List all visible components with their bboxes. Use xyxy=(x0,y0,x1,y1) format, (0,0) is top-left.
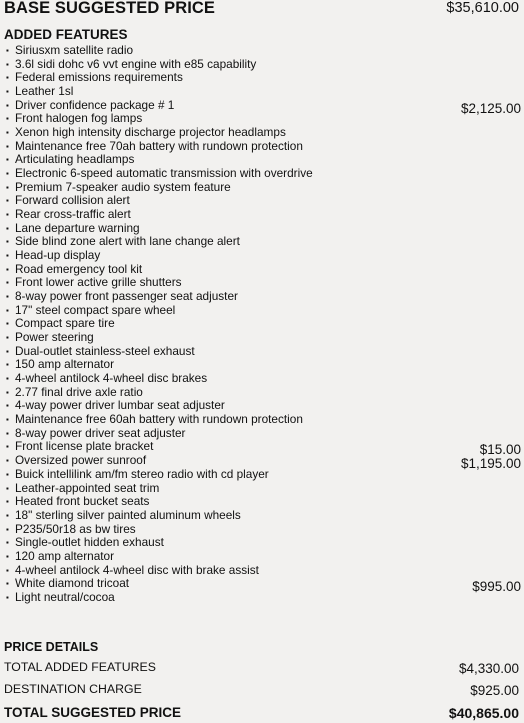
list-item xyxy=(6,453,521,472)
bullet-icon: ▪ xyxy=(6,551,9,561)
list-item xyxy=(6,331,521,345)
bullet-icon: ▪ xyxy=(6,387,9,397)
list-item xyxy=(6,468,521,482)
bullet-icon: ▪ xyxy=(6,374,9,384)
destination-charge-label: DESTINATION CHARGE xyxy=(4,682,142,696)
feature-price: $995.00 xyxy=(472,579,521,595)
feature-label: Forward collision alert xyxy=(15,193,130,208)
list-item xyxy=(6,71,521,85)
feature-label: Front lower active grille shutters xyxy=(15,275,182,290)
list-item xyxy=(6,85,521,99)
bullet-icon: ▪ xyxy=(6,87,9,97)
feature-price: $1,195.00 xyxy=(460,456,521,472)
list-item xyxy=(6,399,521,413)
bullet-icon: ▪ xyxy=(6,182,9,192)
list-item xyxy=(6,495,521,509)
feature-label: Siriusxm satellite radio xyxy=(15,43,134,57)
bullet-icon: ▪ xyxy=(6,264,9,274)
feature-label: 8-way power driver seat adjuster xyxy=(15,425,186,440)
bullet-icon: ▪ xyxy=(6,251,9,261)
base-price-title: BASE SUGGESTED PRICE xyxy=(4,0,216,17)
list-item xyxy=(6,372,521,386)
bullet-icon: ▪ xyxy=(6,456,9,466)
feature-label: Front halogen fog lamps xyxy=(15,111,143,126)
feature-label: 4-wheel antilock 4-wheel disc with brake assist xyxy=(15,562,259,577)
list-item xyxy=(6,235,521,249)
list-item xyxy=(6,181,521,195)
list-item xyxy=(6,427,521,441)
bullet-icon: ▪ xyxy=(6,497,9,507)
total-added-features-row xyxy=(4,660,519,674)
feature-label: 4-way power driver lumbar seat adjuster xyxy=(15,398,225,413)
bullet-icon: ▪ xyxy=(6,196,9,206)
list-item xyxy=(6,290,521,304)
bullet-icon: ▪ xyxy=(6,579,9,589)
price-details-title: PRICE DETAILS xyxy=(4,640,99,654)
bullet-icon: ▪ xyxy=(6,59,9,69)
bullet-icon: ▪ xyxy=(6,305,9,315)
bullet-icon: ▪ xyxy=(6,100,9,110)
feature-label: Lane departure warning xyxy=(15,220,140,235)
bullet-icon: ▪ xyxy=(6,319,9,329)
list-item xyxy=(6,97,521,116)
feature-label: Federal emissions requirements xyxy=(15,70,183,85)
feature-label: P235/50r18 as bw tires xyxy=(15,521,136,536)
bullet-icon: ▪ xyxy=(6,510,9,520)
list-item xyxy=(6,276,521,290)
feature-label: Driver confidence package # 1 xyxy=(15,97,175,112)
list-item xyxy=(6,413,521,427)
feature-price: $2,125.00 xyxy=(460,100,521,116)
list-item xyxy=(6,591,521,605)
bullet-icon: ▪ xyxy=(6,565,9,575)
feature-label: 17" steel compact spare wheel xyxy=(15,302,176,317)
feature-label: Oversized power sunroof xyxy=(15,453,147,468)
bullet-icon: ▪ xyxy=(6,333,9,343)
bullet-icon: ▪ xyxy=(6,278,9,288)
list-item xyxy=(6,44,521,58)
feature-label: Buick intellilink am/fm stereo radio with cd player xyxy=(15,466,269,481)
bullet-icon: ▪ xyxy=(6,155,9,165)
list-item xyxy=(6,263,521,277)
bullet-icon: ▪ xyxy=(6,46,9,55)
destination-charge-value: $925.00 xyxy=(470,683,519,698)
feature-label: 120 amp alternator xyxy=(15,548,115,563)
bullet-icon: ▪ xyxy=(6,128,9,138)
list-item xyxy=(6,386,521,400)
list-item xyxy=(6,564,521,578)
feature-label: Electronic 6-speed automatic transmission with overdrive xyxy=(15,166,313,181)
list-item xyxy=(6,208,521,222)
feature-label: Power steering xyxy=(15,330,94,345)
bullet-icon: ▪ xyxy=(6,524,9,534)
bullet-icon: ▪ xyxy=(6,169,9,179)
bullet-icon: ▪ xyxy=(6,141,9,151)
list-item xyxy=(6,304,521,318)
bullet-icon: ▪ xyxy=(6,223,9,233)
list-item xyxy=(6,222,521,236)
bullet-icon: ▪ xyxy=(6,592,9,602)
feature-label: Leather 1sl xyxy=(15,84,74,99)
added-features-title: ADDED FEATURES xyxy=(4,27,128,42)
feature-label: Compact spare tire xyxy=(15,316,115,331)
feature-label: 8-way power front passenger seat adjuster xyxy=(15,289,238,304)
feature-price: $15.00 xyxy=(479,442,521,458)
bullet-icon: ▪ xyxy=(6,428,9,438)
bullet-icon: ▪ xyxy=(6,483,9,493)
feature-label: Single-outlet hidden exhaust xyxy=(15,535,164,550)
total-suggested-price-value: $40,865.00 xyxy=(448,705,519,721)
list-item xyxy=(6,523,521,537)
bullet-icon: ▪ xyxy=(6,538,9,548)
list-item xyxy=(6,576,521,595)
list-item xyxy=(6,358,521,372)
base-price-value: $35,610.00 xyxy=(446,0,519,16)
feature-label: Light neutral/cocoa xyxy=(15,589,115,604)
feature-label: 18" sterling silver painted aluminum wheels xyxy=(15,507,241,522)
list-item xyxy=(6,345,521,359)
feature-label: Head-up display xyxy=(15,248,101,263)
feature-label: Side blind zone alert with lane change alert xyxy=(15,234,240,249)
feature-label: Premium 7-speaker audio system feature xyxy=(15,179,231,194)
list-item xyxy=(6,439,521,458)
list-item xyxy=(6,126,521,140)
total-suggested-price-label: TOTAL SUGGESTED PRICE xyxy=(4,705,182,720)
bullet-icon: ▪ xyxy=(6,469,9,479)
feature-label: Front license plate bracket xyxy=(15,439,154,454)
list-item xyxy=(6,153,521,167)
added-features-list xyxy=(6,44,521,605)
list-item xyxy=(6,482,521,496)
feature-label: Dual-outlet stainless-steel exhaust xyxy=(15,343,195,358)
list-item xyxy=(6,536,521,550)
feature-label: Heated front bucket seats xyxy=(15,494,150,509)
list-item xyxy=(6,167,521,181)
list-item xyxy=(6,194,521,208)
feature-label: 2.77 final drive axle ratio xyxy=(15,384,143,399)
bullet-icon: ▪ xyxy=(6,114,9,124)
bullet-icon: ▪ xyxy=(6,237,9,247)
list-item xyxy=(6,550,521,564)
feature-label: 4-wheel antilock 4-wheel disc brakes xyxy=(15,371,208,386)
list-item xyxy=(6,249,521,263)
list-item xyxy=(6,317,521,331)
feature-label: Maintenance free 60ah battery with rundown protection xyxy=(15,412,303,427)
feature-label: Leather-appointed seat trim xyxy=(15,480,160,495)
feature-label: Xenon high intensity discharge projector headlamps xyxy=(15,125,286,140)
bullet-icon: ▪ xyxy=(6,442,9,452)
bullet-icon: ▪ xyxy=(6,210,9,220)
feature-label: Articulating headlamps xyxy=(15,152,135,167)
feature-label: 3.6l sidi dohc v6 vvt engine with e85 capability xyxy=(15,56,257,71)
total-added-features-label: TOTAL ADDED FEATURES xyxy=(4,660,156,674)
list-item xyxy=(6,58,521,72)
bullet-icon: ▪ xyxy=(6,401,9,411)
bullet-icon: ▪ xyxy=(6,415,9,425)
bullet-icon: ▪ xyxy=(6,73,9,83)
bullet-icon: ▪ xyxy=(6,346,9,356)
total-suggested-price-row xyxy=(4,705,519,720)
feature-label: 150 amp alternator xyxy=(15,357,115,372)
feature-label: Maintenance free 70ah battery with rundown protection xyxy=(15,138,303,153)
bullet-icon: ▪ xyxy=(6,292,9,302)
destination-charge-row xyxy=(4,682,519,696)
total-added-features-value: $4,330.00 xyxy=(458,661,519,676)
feature-label: White diamond tricoat xyxy=(15,576,130,591)
list-item xyxy=(6,140,521,154)
list-item xyxy=(6,509,521,523)
list-item xyxy=(6,112,521,126)
feature-label: Rear cross-traffic alert xyxy=(15,207,131,222)
feature-label: Road emergency tool kit xyxy=(15,261,143,276)
bullet-icon: ▪ xyxy=(6,360,9,370)
